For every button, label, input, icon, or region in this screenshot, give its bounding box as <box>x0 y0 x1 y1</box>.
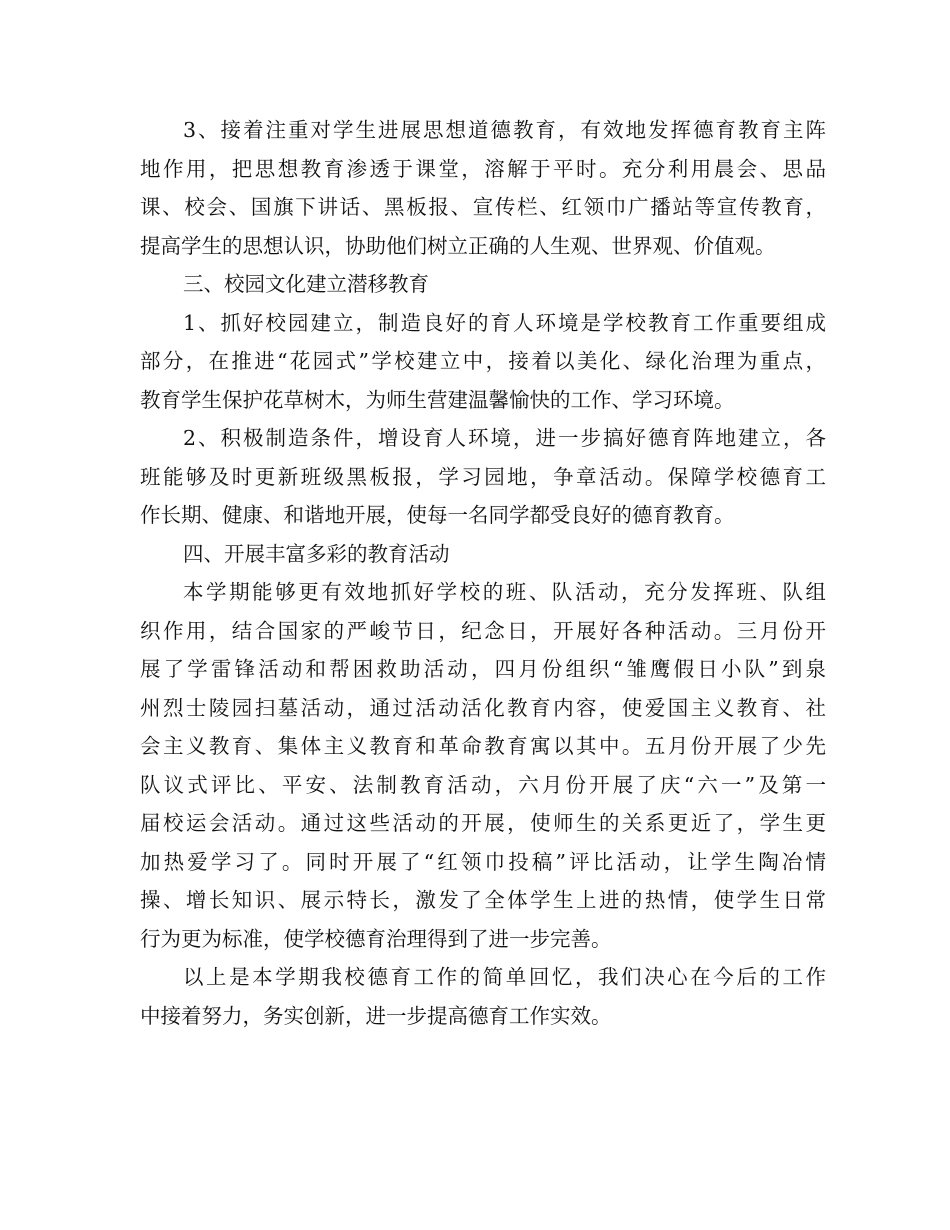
paragraph-line: 1、抓好校园建立，制造良好的育人环境是学校教育工作重要组成 <box>183 310 826 335</box>
paragraph-line: 会主义教育、集体主义教育和革命教育寓以其中。五月份开展了少先 <box>140 734 826 758</box>
paragraph-line: 操、增长知识、展示特长，激发了全体学生上进的热情，使学生日常 <box>140 888 826 912</box>
paragraph-line: 课、校会、国旗下讲话、黑板报、宣传栏、红领巾广播站等宣传教育， <box>140 195 826 219</box>
paragraph-line: 展了学雷锋活动和帮困救助活动，四月份组织“雏鹰假日小队”到泉 <box>140 657 826 681</box>
paragraph-line: 提高学生的思想认识，协助他们树立正确的人生观、世界观、价值观。 <box>140 233 776 258</box>
section-heading: 三、校园文化建立潜移教育 <box>183 272 429 296</box>
paragraph-line: 作长期、健康、和谐地开展，使每一名同学都受良好的德育教育。 <box>140 503 735 527</box>
paragraph-moral-education <box>140 111 826 265</box>
paragraph-line: 本学期能够更有效地抓好学校的班、队活动，充分发挥班、队组 <box>183 580 826 604</box>
document-body <box>140 111 826 1035</box>
paragraph-line: 以上是本学期我校德育工作的简单回忆，我们决心在今后的工作 <box>183 965 826 989</box>
paragraph-line: 2、积极制造条件，增设育人环境，进一步搞好德育阵地建立，各 <box>183 426 826 450</box>
paragraph-conclusion <box>140 958 826 1035</box>
paragraph-campus-construction <box>140 304 826 420</box>
paragraph-line: 部分，在推进“花园式”学校建立中，接着以美化、绿化治理为重点， <box>140 349 826 373</box>
paragraph-line: 加热爱学习了。同时开展了“红领巾投稿”评比活动，让学生陶冶情 <box>140 849 826 874</box>
paragraph-line: 队议式评比、平安、法制教育活动，六月份开展了庆“六一”及第一 <box>140 772 826 797</box>
section-heading-activities <box>140 535 826 574</box>
paragraph-line: 州烈士陵园扫墓活动，通过活动活化教育内容，使爱国主义教育、社 <box>140 695 826 720</box>
paragraph-line: 3、接着注重对学生进展思想道德教育，有效地发挥德育教育主阵 <box>183 118 826 142</box>
paragraph-line: 行为更为标准，使学校德育治理得到了进一步完善。 <box>140 926 612 951</box>
paragraph-line: 班能够及时更新班级黑板报，学习园地，争章活动。保障学校德育工 <box>140 464 826 489</box>
paragraph-line: 地作用，把思想教育渗透于课堂，溶解于平时。充分利用晨会、思品 <box>140 156 826 181</box>
section-heading: 四、开展丰富多彩的教育活动 <box>183 541 450 566</box>
paragraph-activities <box>140 573 826 958</box>
paragraph-education-environment <box>140 419 826 535</box>
section-heading-campus-culture <box>140 265 826 304</box>
paragraph-line: 教育学生保护花草树木，为师生营建温馨愉快的工作、学习环境。 <box>140 387 735 412</box>
paragraph-line: 届校运会活动。通过这些活动的开展，使师生的关系更近了，学生更 <box>140 811 826 835</box>
paragraph-line: 织作用，结合国家的严峻节日，纪念日，开展好各种活动。三月份开 <box>140 618 826 643</box>
paragraph-line: 中接着努力，务实创新，进一步提高德育工作实效。 <box>140 1003 612 1028</box>
